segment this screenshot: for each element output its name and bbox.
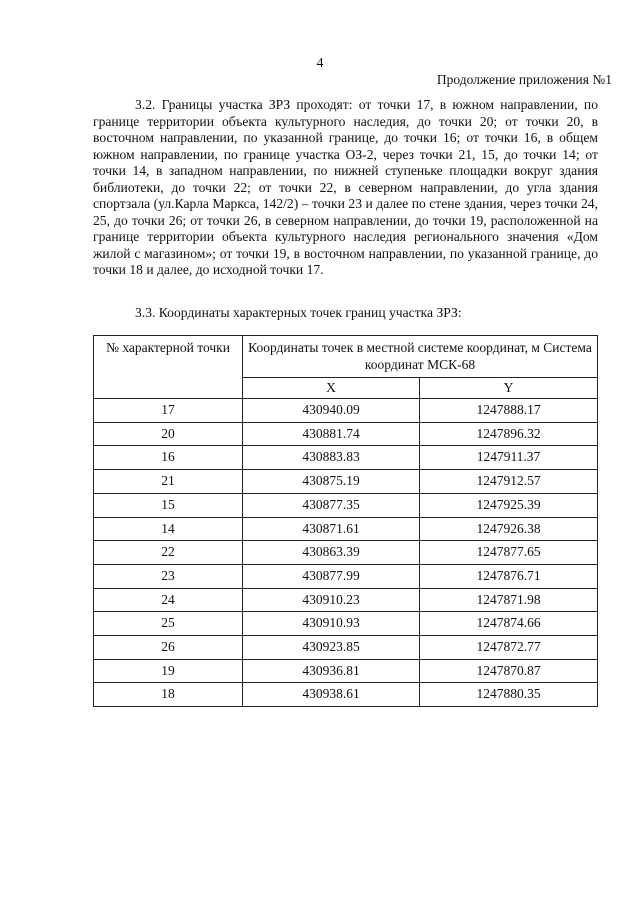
x-coordinate-cell: 430881.74	[243, 422, 420, 446]
table-header-row	[94, 336, 598, 378]
page-number: 4	[316, 56, 324, 71]
y-coordinate-cell: 1247888.17	[420, 399, 598, 423]
y-coordinate-cell: 1247872.77	[420, 636, 598, 660]
table-row	[94, 470, 598, 494]
y-axis-header: Y	[420, 378, 598, 399]
y-coordinate-cell: 1247871.98	[420, 588, 598, 612]
point-number-cell: 19	[94, 659, 243, 683]
point-number-cell: 22	[94, 541, 243, 565]
x-coordinate-cell: 430923.85	[243, 636, 420, 660]
point-number-cell: 24	[94, 588, 243, 612]
y-coordinate-cell: 1247925.39	[420, 493, 598, 517]
point-number-cell: 20	[94, 422, 243, 446]
x-coordinate-cell: 430871.61	[243, 517, 420, 541]
table-row	[94, 564, 598, 588]
point-number-cell: 21	[94, 470, 243, 494]
table-row	[94, 422, 598, 446]
x-coordinate-cell: 430940.09	[243, 399, 420, 423]
table-row	[94, 636, 598, 660]
point-number-cell: 14	[94, 517, 243, 541]
table-row	[94, 517, 598, 541]
coordinates-intro-paragraph: 3.3. Координаты характерных точек границ участка ЗРЗ:	[135, 305, 462, 320]
y-coordinate-cell: 1247874.66	[420, 612, 598, 636]
y-coordinate-cell: 1247912.57	[420, 470, 598, 494]
x-coordinate-cell: 430910.93	[243, 612, 420, 636]
point-number-cell: 16	[94, 446, 243, 470]
y-coordinate-cell: 1247911.37	[420, 446, 598, 470]
x-axis-header: X	[243, 378, 420, 399]
point-number-cell: 25	[94, 612, 243, 636]
coordinates-table	[93, 335, 598, 707]
x-coordinate-cell: 430863.39	[243, 541, 420, 565]
table-row	[94, 399, 598, 423]
table-row	[94, 541, 598, 565]
y-coordinate-cell: 1247926.38	[420, 517, 598, 541]
appendix-continuation-note: Продолжение приложения №1	[436, 72, 612, 87]
x-coordinate-cell: 430938.61	[243, 683, 420, 707]
table-row	[94, 446, 598, 470]
y-coordinate-cell: 1247877.65	[420, 541, 598, 565]
coordinates-table-body	[94, 399, 598, 707]
point-number-cell: 15	[94, 493, 243, 517]
table-row	[94, 493, 598, 517]
boundary-description-paragraph: 3.2. Границы участка ЗРЗ проходят: от точки 17, в южном направлении, по границе территории объекта культурного наследия, до точки 20; от точки 20, в восточном направлении, по указанной границе, до точки 16; от точки 16, в общем южном направлении, по границе участка ОЗ-2, через точки 21, 15, до точки 14; от точки 14, в западном направлении, по нижней ступеньке площадки вокруг здания библиотеки, до точки 22; от точки 22, в северном направлении, до угла здания спортзала (ул.Карла Маркса, 142/2) – точки 23 и далее по стене здания, через точки 24, 25, до точки 26; от точки 26, в северном направлении, до точки 19, расположенной на границе территории объекта культурного наследия регионального значения «Дом жилой с магазином»; от точки 19, в восточном направлении, по указанной границе, до точки 18 и далее, до исходной точки 17.	[93, 97, 598, 277]
table-row	[94, 612, 598, 636]
point-number-header: № характерной точки	[94, 336, 243, 399]
point-number-cell: 17	[94, 399, 243, 423]
x-coordinate-cell: 430910.23	[243, 588, 420, 612]
x-coordinate-cell: 430877.99	[243, 564, 420, 588]
y-coordinate-cell: 1247870.87	[420, 659, 598, 683]
x-coordinate-cell: 430875.19	[243, 470, 420, 494]
coordinate-system-header: Координаты точек в местной системе координат, м Система координат МСК-68	[243, 336, 598, 378]
x-coordinate-cell: 430936.81	[243, 659, 420, 683]
y-coordinate-cell: 1247880.35	[420, 683, 598, 707]
x-coordinate-cell: 430883.83	[243, 446, 420, 470]
y-coordinate-cell: 1247896.32	[420, 422, 598, 446]
x-coordinate-cell: 430877.35	[243, 493, 420, 517]
table-row	[94, 683, 598, 707]
y-coordinate-cell: 1247876.71	[420, 564, 598, 588]
point-number-cell: 18	[94, 683, 243, 707]
table-row	[94, 588, 598, 612]
point-number-cell: 26	[94, 636, 243, 660]
point-number-cell: 23	[94, 564, 243, 588]
table-row	[94, 659, 598, 683]
